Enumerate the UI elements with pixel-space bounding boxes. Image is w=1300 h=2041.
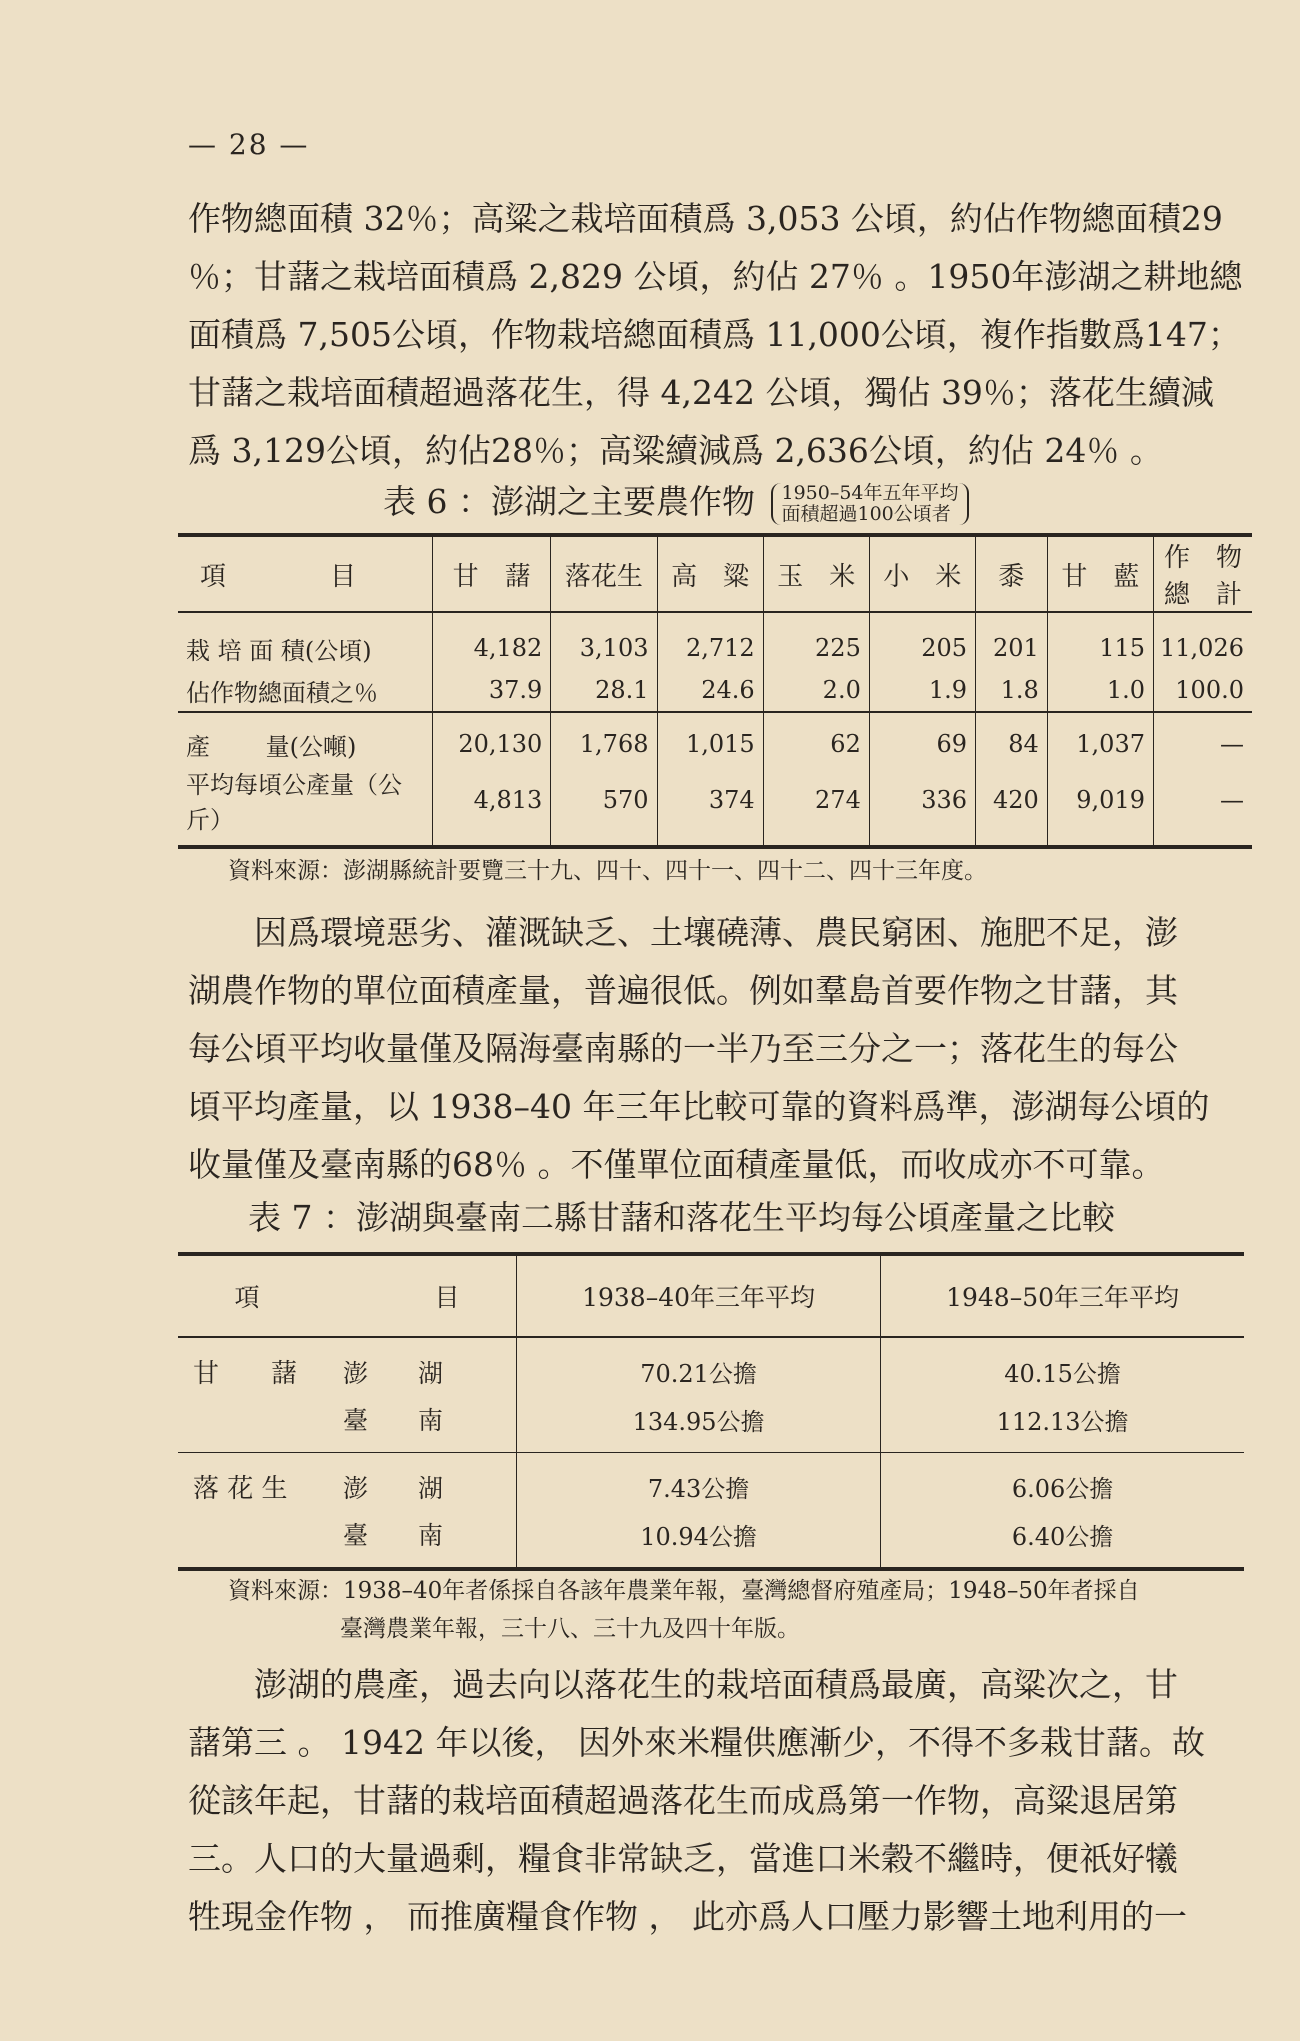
col-header-millet: 小 米	[869, 535, 975, 612]
table-cell: 62	[763, 712, 869, 765]
table-cell: 205	[869, 612, 975, 669]
table-cell: 10.94公擔	[517, 1510, 881, 1569]
table6-title: 表 6 ：澎湖之主要農作物	[383, 482, 755, 521]
table-cell: —	[1154, 712, 1253, 765]
table-cell: 6.40公擔	[881, 1510, 1244, 1569]
text-line: 湖農作物的單位面積產量，普遍很低。例如羣島首要作物之甘藷，其	[188, 971, 1178, 1010]
row-label	[178, 1453, 517, 1511]
table-cell: —	[1154, 765, 1253, 847]
text-line: 藷第三 。 1942 年以後， 因外來米糧供應漸少，不得不多栽甘藷。故	[188, 1723, 1205, 1762]
table-row	[178, 1337, 1244, 1395]
place-label: 澎 湖	[343, 1358, 444, 1388]
table-cell: 134.95公擔	[517, 1395, 881, 1453]
page-number: — 28 —	[188, 128, 310, 161]
row-label	[178, 1395, 517, 1453]
table7-header-row	[178, 1254, 1244, 1337]
place-label: 臺 南	[343, 1521, 444, 1550]
table-cell: 115	[1047, 612, 1153, 669]
row-label: 產 量(公噸)	[178, 712, 433, 765]
text-line: ％；甘藷之栽培面積爲 2,829 公頃，約佔 27％ 。1950年澎湖之耕地總	[188, 257, 1243, 296]
table-cell: 7.43公擔	[517, 1453, 881, 1511]
table-cell: 374	[657, 765, 763, 847]
crop-label: 落 花 生	[193, 1473, 288, 1504]
table6-source: 資料來源：澎湖縣統計要覽三十九、四十、四十一、四十二、四十三年度。	[228, 858, 987, 884]
table-cell: 37.9	[433, 669, 551, 712]
col-header-sweet-potato: 甘 藷	[433, 535, 551, 612]
table-cell: 100.0	[1154, 669, 1253, 712]
table-row	[178, 712, 1252, 765]
table-cell: 1,037	[1047, 712, 1153, 765]
table-cell: 420	[976, 765, 1048, 847]
col-header-1948-50: 1948–50年三年平均	[881, 1254, 1244, 1337]
paragraph-yield	[188, 904, 1263, 1194]
col-header-item: 項 目	[178, 1254, 517, 1337]
table-cell: 11,026	[1154, 612, 1253, 669]
table6-note-line1: 1950–54年五年平均	[781, 482, 959, 504]
table-cell: 1.8	[976, 669, 1048, 712]
text-line: 收量僅及臺南縣的68％ 。不僅單位面積產量低，而收成亦不可靠。	[188, 1145, 1165, 1184]
table-cell: 1.0	[1047, 669, 1153, 712]
row-label: 佔作物總面積之％	[186, 678, 378, 707]
text-line: 頃平均產量，以 1938–40 年三年比較可靠的資料爲準，澎湖每公頃的	[188, 1087, 1210, 1126]
table-cell: 4,813	[433, 765, 551, 847]
text-line: 澎湖的農產，過去向以落花生的栽培面積爲最廣，高粱次之，甘	[254, 1665, 1178, 1704]
table-cell: 70.21公擔	[517, 1337, 881, 1395]
table-cell: 2.0	[763, 669, 869, 712]
table6-header-row	[178, 535, 1252, 612]
table-cell: 69	[869, 712, 975, 765]
row-label: 平均每頃公產量（公 斤）	[186, 771, 426, 834]
text-line: 從該年起，甘藷的栽培面積超過落花生而成爲第一作物，高粱退居第	[188, 1781, 1178, 1820]
col-header-total: 作 物總 計	[1154, 535, 1253, 612]
table-cell: 20,130	[433, 712, 551, 765]
text-line: 爲 3,129公頃，約佔28％；高粱續減爲 2,636公頃，約佔 24％ 。	[188, 431, 1163, 470]
table-cell: 4,182	[433, 612, 551, 669]
text-line: 面積爲 7,505公頃，作物栽培總面積爲 11,000公頃，複作指數爲147；	[188, 315, 1241, 354]
col-header-corn: 玉 米	[763, 535, 869, 612]
paragraph-history	[188, 1656, 1263, 1946]
table-cell: 84	[976, 712, 1048, 765]
row-label	[178, 1337, 517, 1395]
table7-source-line1: 資料來源：1938–40年者係採自各該年農業年報，臺灣總督府殖產局；1948–50年者採自	[228, 1578, 1140, 1604]
crop-label: 甘 藷	[193, 1358, 298, 1389]
row-label	[178, 1510, 517, 1569]
row-label: 栽 培 面 積(公頃)	[186, 636, 372, 665]
table-cell: 570	[551, 765, 657, 847]
table-cell: 28.1	[551, 669, 657, 712]
table7	[178, 1252, 1244, 1571]
table7-caption: 表 7 ：澎湖與臺南二縣甘藷和落花生平均每公頃產量之比較	[248, 1198, 1115, 1237]
table-cell: 112.13公擔	[881, 1395, 1244, 1453]
table-cell: 274	[763, 765, 869, 847]
col-header-item: 項 目	[178, 535, 433, 612]
text-line: 作物總面積 32％；高粱之栽培面積爲 3,053 公頃，約佔作物總面積29	[188, 199, 1223, 238]
text-line: 因爲環境惡劣、灌溉缺乏、土壤磽薄、農民窮困、施肥不足，澎	[254, 913, 1178, 952]
table-row	[178, 669, 1252, 712]
text-line: 每公頃平均收量僅及隔海臺南縣的一半乃至三分之一；落花生的每公	[188, 1029, 1178, 1068]
table-cell: 6.06公擔	[881, 1453, 1244, 1511]
col-header-broomcorn: 黍	[976, 535, 1048, 612]
table7-source-line2: 臺灣農業年報，三十八、三十九及四十年版。	[340, 1616, 800, 1642]
text-line: 甘藷之栽培面積超過落花生，得 4,242 公頃，獨佔 39％；落花生續減	[188, 373, 1214, 412]
table-cell: 24.6	[657, 669, 763, 712]
col-header-1938-40: 1938–40年三年平均	[517, 1254, 881, 1337]
table-cell: 40.15公擔	[881, 1337, 1244, 1395]
table-cell: 2,712	[657, 612, 763, 669]
table-cell: 3,103	[551, 612, 657, 669]
table-row	[178, 612, 1252, 669]
table-cell: 9,019	[1047, 765, 1153, 847]
col-header-cabbage: 甘 藍	[1047, 535, 1153, 612]
table-row	[178, 1510, 1244, 1569]
table-row	[178, 1395, 1244, 1453]
table6	[178, 533, 1252, 849]
table-cell: 1,015	[657, 712, 763, 765]
table-row	[178, 1453, 1244, 1511]
table-cell: 1,768	[551, 712, 657, 765]
table-cell: 1.9	[869, 669, 975, 712]
table6-note-line2: 面積超過100公頃者	[781, 503, 951, 525]
text-line: 牲現金作物 ， 而推廣糧食作物 ， 此亦爲人口壓力影響土地利用的一	[188, 1897, 1187, 1936]
col-header-sorghum: 高 粱	[657, 535, 763, 612]
table-row	[178, 765, 1252, 847]
table6-caption	[383, 476, 969, 525]
col-header-peanut: 落花生	[551, 535, 657, 612]
table-cell: 336	[869, 765, 975, 847]
place-label: 澎 湖	[343, 1473, 444, 1503]
table6-note	[771, 483, 968, 525]
table-cell: 201	[976, 612, 1048, 669]
paragraph-intro	[188, 190, 1263, 480]
text-line: 三。人口的大量過剩，糧食非常缺乏，當進口米穀不繼時，便祇好犧	[188, 1839, 1178, 1878]
table-cell: 225	[763, 612, 869, 669]
place-label: 臺 南	[343, 1406, 444, 1435]
